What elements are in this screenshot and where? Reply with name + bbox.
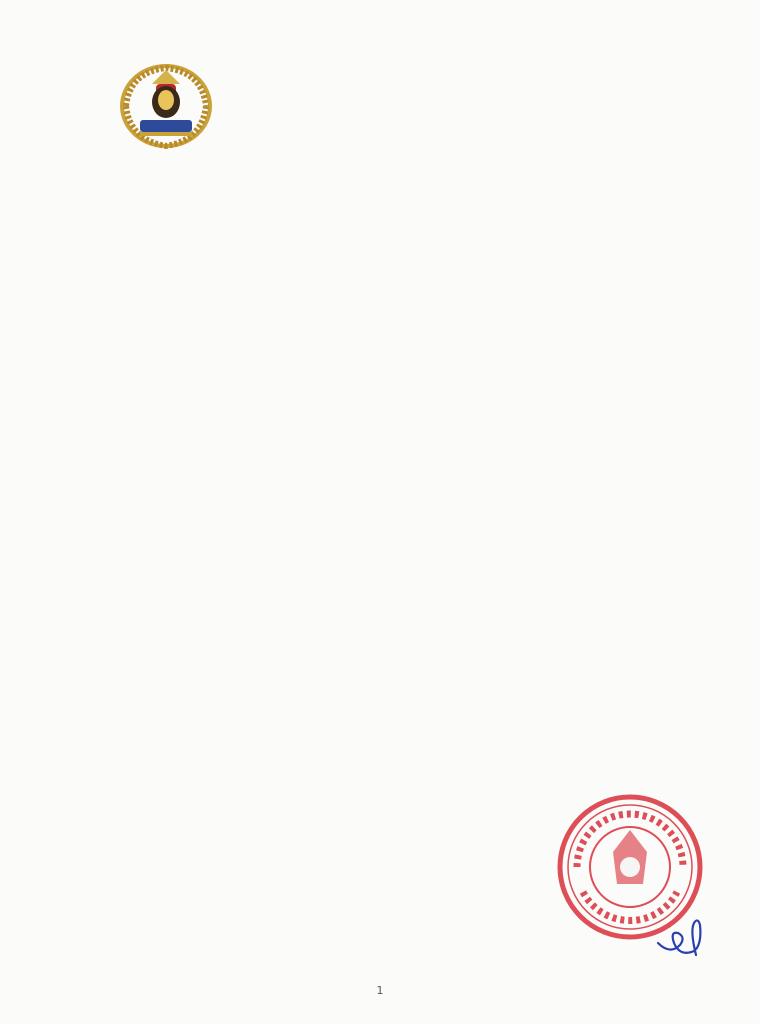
person-list-item: [138, 618, 738, 642]
kingdom-heading: [250, 26, 550, 60]
handwritten-signature: [650, 915, 710, 960]
concerning-label: [350, 208, 410, 230]
person-list-item: [138, 699, 738, 723]
person-list-item: [138, 483, 738, 507]
person-list-item: [138, 645, 738, 669]
person-list-item: [138, 537, 738, 561]
issuer-name: [60, 148, 275, 174]
person-list-item: [138, 456, 738, 480]
person-list-item: [138, 672, 738, 696]
intro-line: [140, 370, 725, 394]
intro-line: [140, 396, 725, 420]
person-list-item: [138, 510, 738, 534]
document-title: [200, 176, 560, 210]
person-list-item: [138, 753, 738, 777]
intro-line: [138, 344, 728, 368]
person-list-item: [138, 564, 738, 588]
subject-line: [70, 232, 690, 258]
intro-line: [140, 422, 725, 446]
subject-line: [70, 284, 690, 310]
page-number: 1: [376, 984, 384, 997]
subject-line: [70, 258, 690, 284]
provincial-emblem-logo: [118, 62, 214, 150]
national-motto: [250, 62, 550, 90]
person-list-item: [138, 726, 738, 750]
person-list-item: [138, 591, 738, 615]
